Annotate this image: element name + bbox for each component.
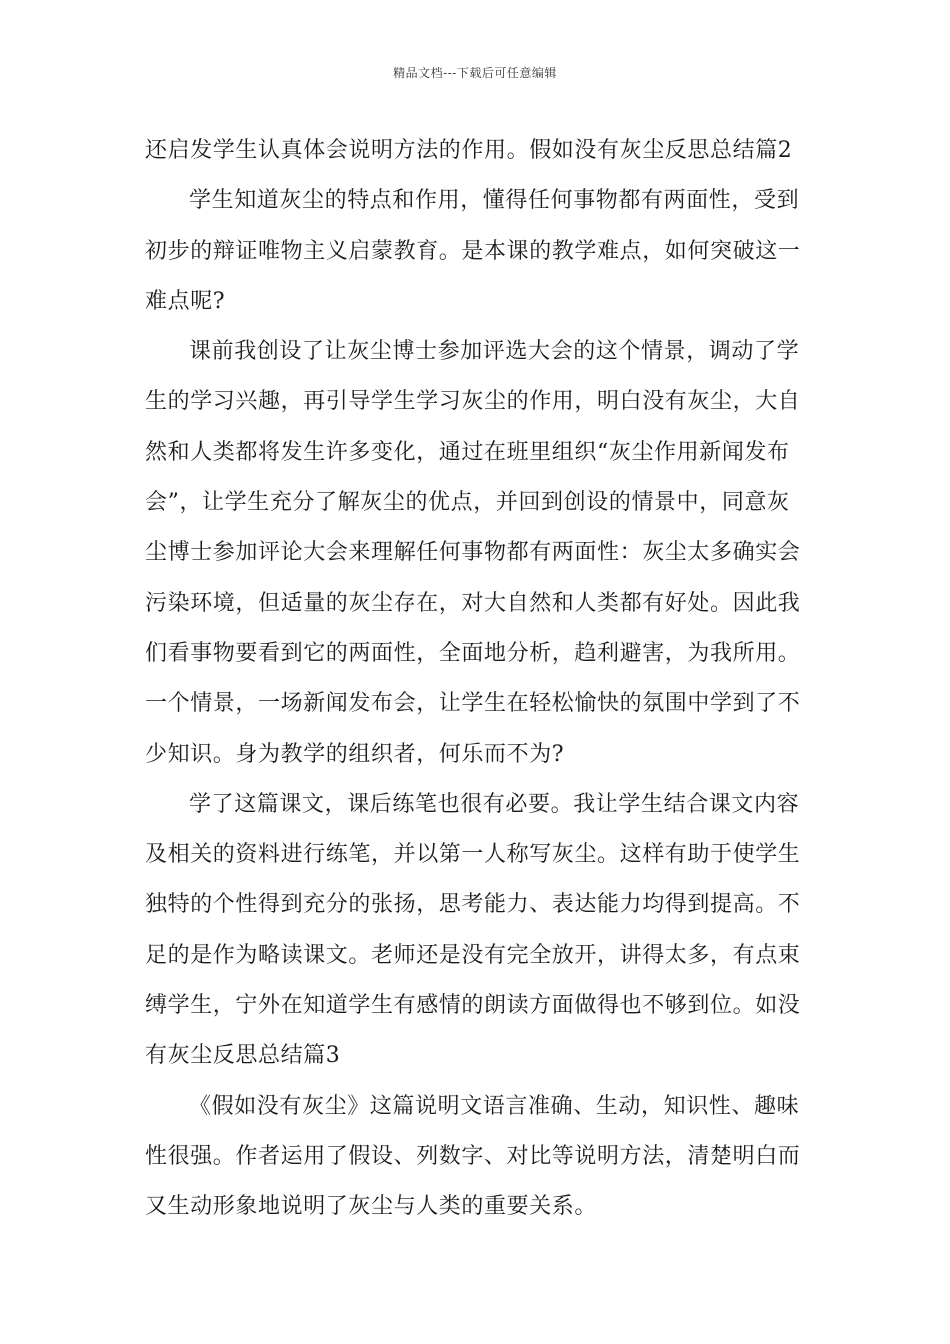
document-body (145, 126, 813, 1233)
text-line: 一个情景，一场新闻发布会，让学生在轻松愉快的氛围中学到了不 (145, 691, 801, 717)
text-line: 们看事物要看到它的两面性，全面地分析，趋利避害，为我所用。 (145, 640, 801, 666)
text-line: 少知识。身为教学的组织者，何乐而不为? (145, 741, 565, 767)
text-line: 及相关的资料进行练笔，并以第一人称写灰尘。这样有助于使学生 (145, 842, 801, 868)
paragraph-start-line: 学生知道灰尘的特点和作用，懂得任何事物都有两面性，受到 (189, 188, 800, 214)
text-line: 尘博士参加评论大会来理解任何事物都有两面性：灰尘太多确实会 (145, 540, 801, 566)
text-line: 有灰尘反思总结篇3 (145, 1043, 341, 1069)
text-line: 然和人类都将发生许多变化，通过在班里组织“灰尘作用新闻发布 (145, 439, 790, 465)
text-line: 污染环境，但适量的灰尘存在，对大自然和人类都有好处。因此我 (145, 590, 801, 616)
text-line: 还启发学生认真体会说明方法的作用。假如没有灰尘反思总结篇2 (145, 138, 793, 163)
paragraph-start-line: 学了这篇课文，课后练笔也很有必要。我让学生结合课文内容 (189, 791, 800, 817)
text-line: 初步的辩证唯物主义启蒙教育。是本课的教学难点，如何突破这一 (145, 238, 801, 264)
page-header: 精品文档---下载后可任意编辑 (393, 66, 557, 80)
text-line: 又生动形象地说明了灰尘与人类的重要关系。 (145, 1194, 598, 1220)
text-line: 性很强。作者运用了假设、列数字、对比等说明方法，清楚明白而 (145, 1143, 801, 1169)
text-line: 缚学生，宁外在知道学生有感情的朗读方面做得也不够到位。如没 (145, 993, 801, 1019)
text-line: 独特的个性得到充分的张扬，思考能力、表达能力均得到提高。不 (145, 892, 801, 918)
text-line: 足的是作为略读课文。老师还是没有完全放开，讲得太多，有点束 (145, 942, 801, 968)
text-line: 难点呢? (145, 288, 226, 314)
text-line: 生的学习兴趣，再引导学生学习灰尘的作用，明白没有灰尘，大自 (145, 389, 801, 415)
text-line: 会”，让学生充分了解灰尘的优点，并回到创设的情景中，同意灰 (145, 490, 790, 516)
paragraph-start-line: 课前我创设了让灰尘博士参加评选大会的这个情景，调动了学 (189, 339, 800, 365)
paragraph-start-line: 《假如没有灰尘》这篇说明文语言准确、生动，知识性、趣味 (189, 1093, 800, 1119)
